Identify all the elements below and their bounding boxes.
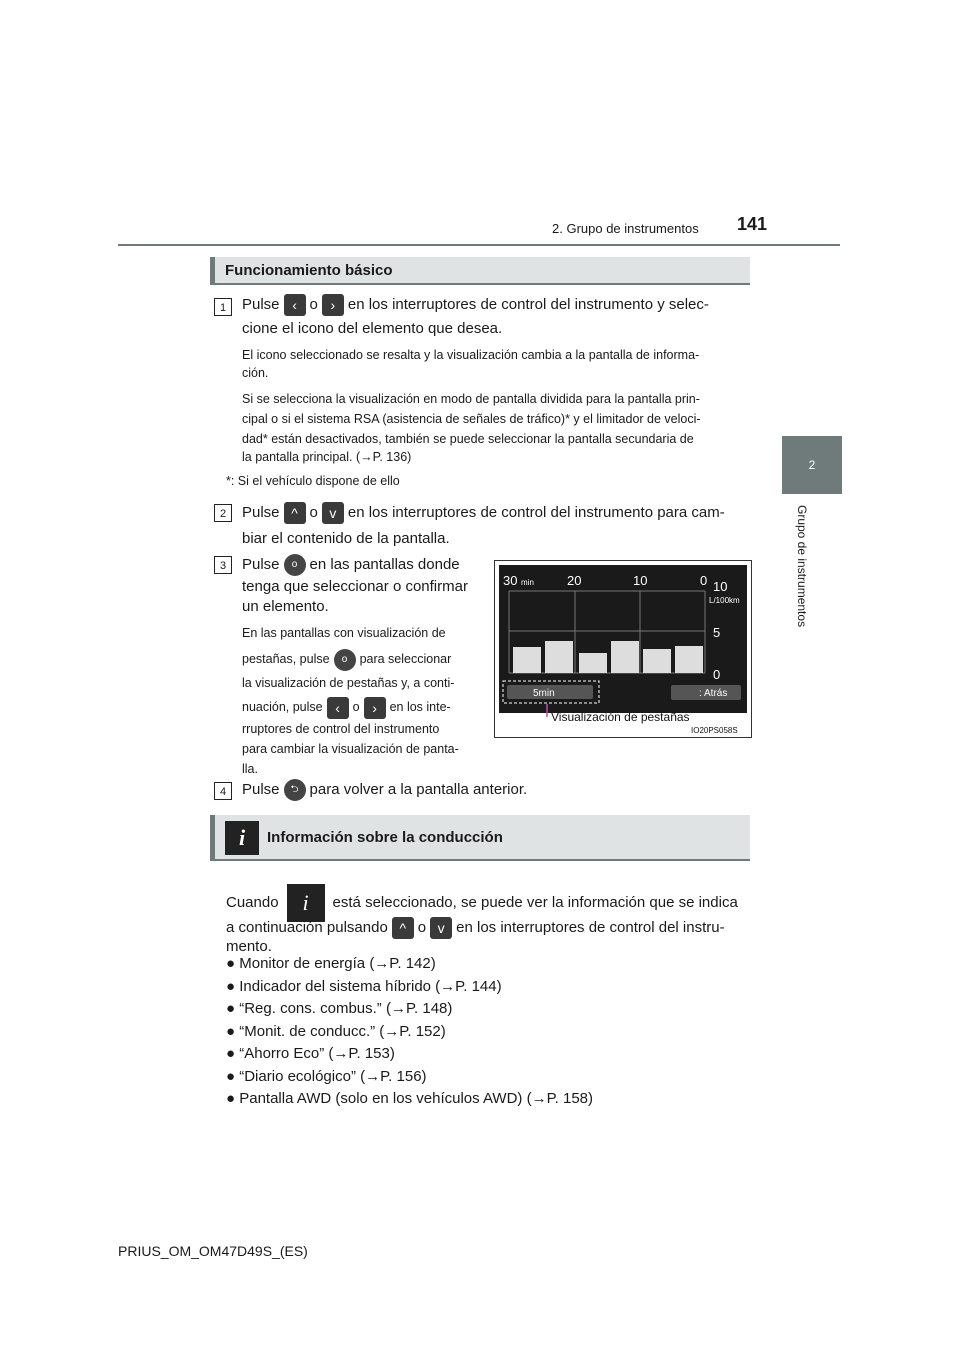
ok-button-icon: o: [334, 649, 356, 671]
x-tick-label: 10: [633, 573, 648, 588]
chevron-right-icon: ›: [322, 294, 344, 316]
step-number: 1: [214, 298, 232, 316]
back-label: : Atrás: [699, 688, 728, 699]
step-number: 4: [214, 782, 232, 800]
header-rule: [118, 244, 840, 246]
y-tick-label: 5: [713, 625, 721, 640]
bar: [513, 647, 541, 673]
paragraph: mento.: [226, 938, 272, 955]
chapter-title: 2. Grupo de instrumentos: [552, 221, 699, 236]
list-item[interactable]: ● “Diario ecológico” (→P. 156): [226, 1068, 427, 1085]
paragraph: a continuación pulsando ^ o v en los interruptores de control del instru-: [226, 917, 750, 939]
footnote: *: Si el vehículo dispone de ello: [226, 474, 400, 488]
note: En las pantallas con visualización de: [242, 626, 446, 640]
step-text: biar el contenido de la pantalla.: [242, 530, 450, 547]
note: nuación, pulse ‹ o › en los inte-: [242, 696, 451, 719]
step-text: Pulse ‹ o › en los interruptores de control del instrumento y selec-: [242, 294, 750, 316]
list-item[interactable]: ● “Monit. de conducc.” (→P. 152): [226, 1023, 446, 1040]
x-tick-label: 0: [700, 573, 708, 588]
page-number: 141: [737, 214, 768, 234]
list-item[interactable]: ● Monitor de energía (→P. 142): [226, 955, 436, 972]
step-text: Pulse ^ o v en los interruptores de control del instrumento para cam-: [242, 502, 750, 524]
display-figure: [494, 560, 752, 738]
chapter-tab[interactable]: 2: [782, 436, 842, 494]
back-button-icon: ⮌: [284, 779, 306, 801]
y-tick-label: 0: [713, 667, 721, 682]
bar: [643, 649, 671, 673]
callout-label: Visualización de pestañas: [551, 710, 690, 724]
chevron-down-icon: v: [322, 502, 344, 524]
info-icon: i: [287, 884, 325, 922]
note: cipal o si el sistema RSA (asistencia de señales de tráfico)* y el limitador de veloci-: [242, 412, 701, 426]
note: ción.: [242, 366, 269, 380]
note: rruptores de control del instrumento: [242, 722, 440, 736]
chevron-left-icon: ‹: [327, 697, 349, 719]
step-number: 3: [214, 556, 232, 574]
section-heading: [210, 815, 750, 861]
section-heading: [210, 257, 750, 285]
y-tick-label: 10: [713, 579, 728, 594]
note: lla.: [242, 762, 258, 776]
list-item[interactable]: ● Indicador del sistema híbrido (→P. 144): [226, 978, 502, 995]
note: la pantalla principal. (→P. 136): [242, 450, 412, 464]
info-icon: i: [225, 821, 259, 855]
list-item[interactable]: ● “Ahorro Eco” (→P. 153): [226, 1045, 395, 1062]
note: El icono seleccionado se resalta y la visualización cambia a la pantalla de informa-: [242, 348, 700, 362]
note: dad* están desactivados, también se puede seleccionar la pantalla secundaria de: [242, 432, 694, 446]
paragraph: Cuando i está seleccionado, se puede ver la información que se indica: [226, 884, 738, 922]
step-text: tenga que seleccionar o confirmar: [242, 578, 468, 595]
bar: [579, 653, 607, 673]
step-text: Pulse ⮌ para volver a la pantalla anterior.: [242, 779, 527, 801]
figure-svg: [495, 561, 751, 737]
x-tick-label: 20: [567, 573, 582, 588]
chevron-down-icon: v: [430, 917, 452, 939]
note: pestañas, pulse o para seleccionar: [242, 648, 451, 671]
chapter-tab-title: Grupo de instrumentos: [795, 505, 809, 628]
bar: [611, 641, 639, 673]
section-title: Funcionamiento básico: [225, 262, 393, 279]
step-text: cione el icono del elemento que desea.: [242, 320, 503, 337]
figure-code: IO20PS058S: [691, 726, 738, 735]
step-text: un elemento.: [242, 598, 329, 615]
y-unit-label: L/100km: [709, 596, 740, 605]
step-number: 2: [214, 504, 232, 522]
x-unit-label: min: [521, 578, 534, 587]
note: la visualización de pestañas y, a conti-: [242, 676, 455, 690]
note: para cambiar la visualización de panta-: [242, 742, 459, 756]
bar: [545, 641, 573, 673]
chevron-up-icon: ^: [392, 917, 414, 939]
footer-code: PRIUS_OM_OM47D49S_(ES): [118, 1243, 308, 1259]
tab-label: 5min: [533, 688, 555, 699]
list-item[interactable]: ● Pantalla AWD (solo en los vehículos AWD) (→P. 158): [226, 1090, 593, 1107]
chevron-up-icon: ^: [284, 502, 306, 524]
step-text: Pulse o en las pantallas donde: [242, 554, 460, 576]
chevron-right-icon: ›: [364, 697, 386, 719]
note: Si se selecciona la visualización en modo de pantalla dividida para la pantalla prin-: [242, 392, 700, 406]
x-tick-label: 30: [503, 573, 518, 588]
list-item[interactable]: ● “Reg. cons. combus.” (→P. 148): [226, 1000, 453, 1017]
chevron-left-icon: ‹: [284, 294, 306, 316]
ok-button-icon: o: [284, 554, 306, 576]
section-title: Información sobre la conducción: [267, 829, 503, 846]
bar: [675, 646, 703, 673]
